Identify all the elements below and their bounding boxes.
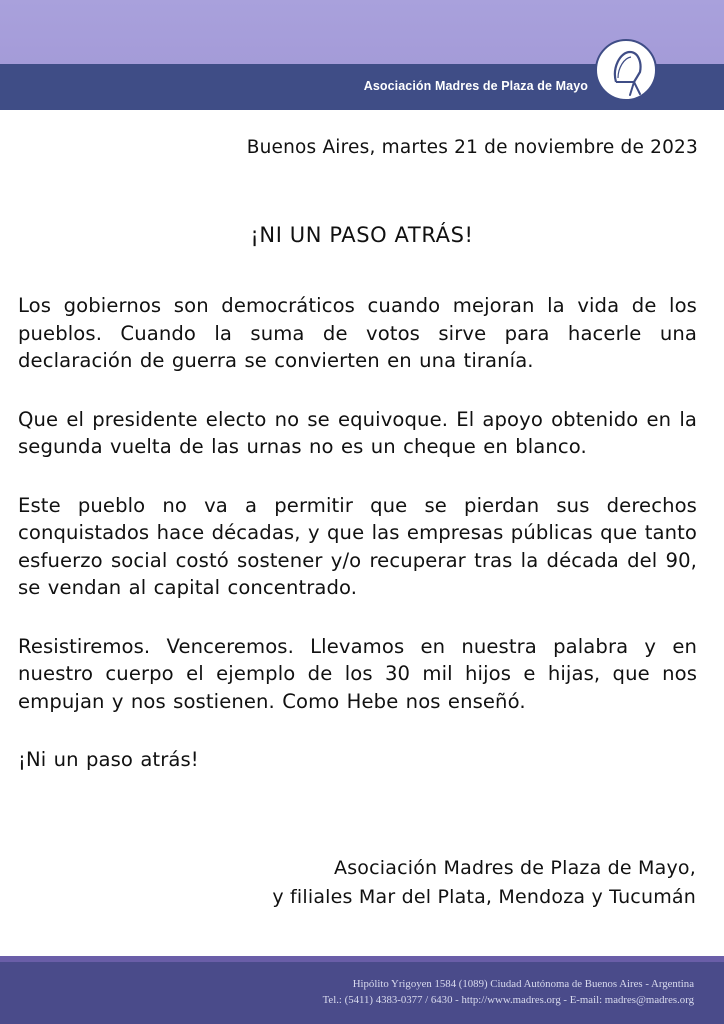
paragraph: Resistiremos. Venceremos. Llevamos en nuestra palabra y en nuestro cuerpo el ejemplo de los 30 mil hijos e hijas, que nos empujan y nos sostienen. Como Hebe nos enseñó. [18,634,697,713]
footer-contact: Tel.: (5411) 4383-0377 / 6430 - http://www.madres.org - E-mail: madres@madres.org [322,994,694,1006]
letter-title: ¡NI UN PASO ATRÁS! [250,223,474,248]
date-line: Buenos Aires, martes 21 de noviembre de 2023 [246,137,698,158]
paragraph: Que el presidente electo no se equivoque. El apoyo obtenido en la segunda vuelta de las urnas no es un cheque en blanco. [18,407,697,458]
letter-body [18,292,697,774]
signature-line: Asociación Madres de Plaza de Mayo, [334,857,696,879]
signature [272,854,696,912]
footer-bar [0,962,724,1024]
header-organization-name: Asociación Madres de Plaza de Mayo [363,79,588,93]
paragraph: Los gobiernos son democráticos cuando mejoran la vida de los pueblos. Cuando la suma de votos sirve para hacerle una declaración de guerra se convierten en una tiranía. [18,294,697,372]
footer-address: Hipólito Yrigoyen 1584 (1089) Ciudad Autónoma de Buenos Aires - Argentina [352,978,694,990]
paragraph: Este pueblo no va a permitir que se pierdan sus derechos conquistados hace décadas, y que las empresas públicas que tanto esfuerzo social costó sostener y/o recuperar tras la década del 90, se vendan al capital concentrado. [18,493,697,599]
white-headscarf-icon [594,38,658,102]
signature-line: y filiales Mar del Plata, Mendoza y Tucumán [272,886,696,908]
closing-slogan: ¡Ni un paso atrás! [18,748,199,771]
